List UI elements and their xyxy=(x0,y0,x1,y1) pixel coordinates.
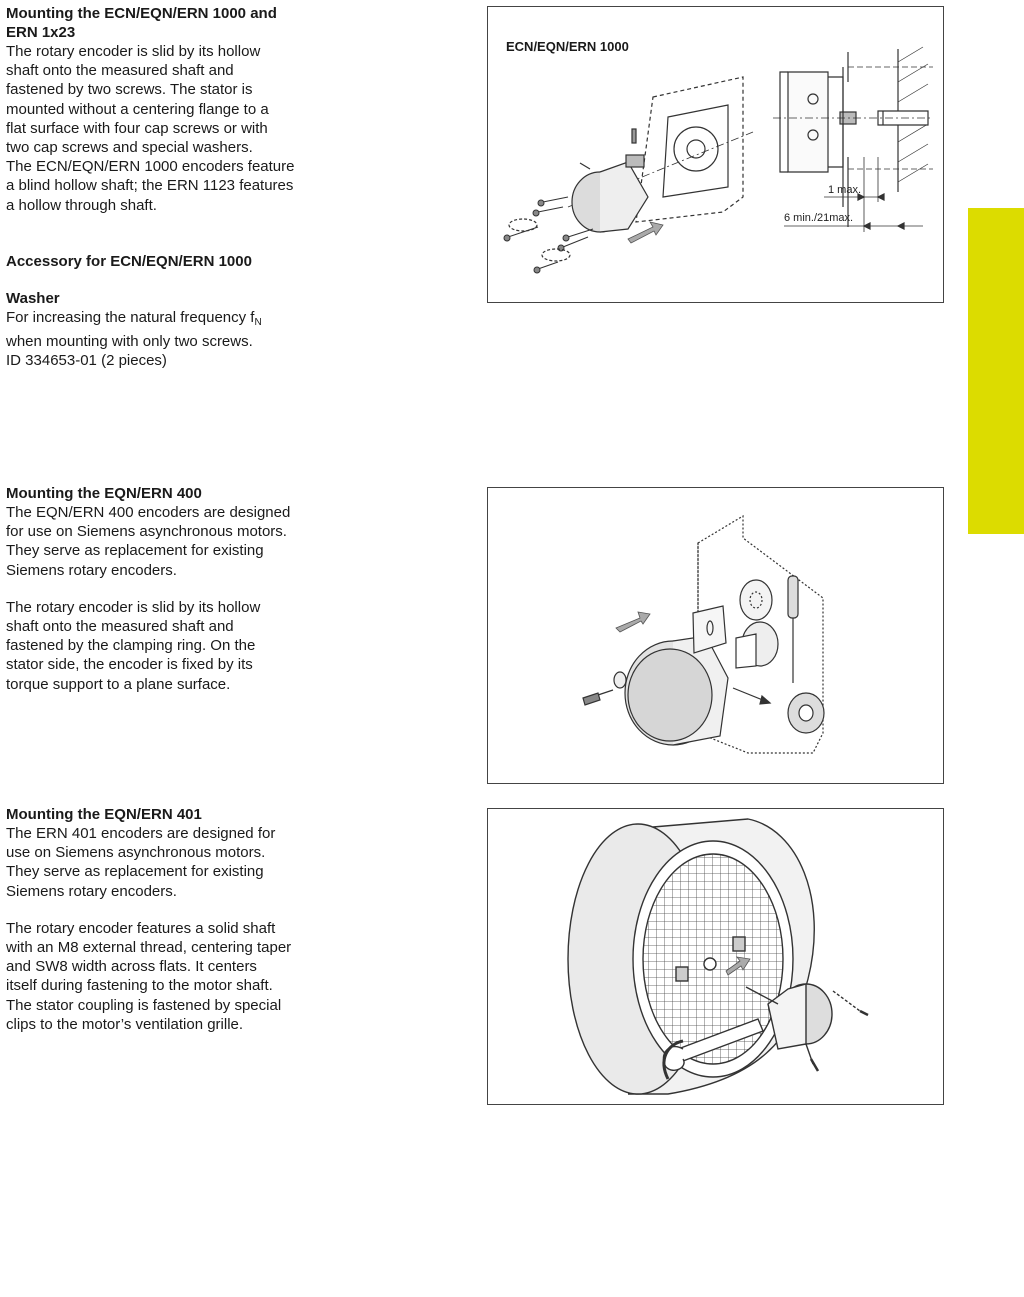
figure-ern400 xyxy=(487,487,944,784)
body-line: shaft onto the measured shaft and xyxy=(6,62,234,80)
dim-6-min-21-max: 6 min./21max. xyxy=(784,212,854,224)
body-line: use on Siemens asynchronous motors. xyxy=(6,844,266,862)
figure-title: ECN/EQN/ERN 1000 xyxy=(506,39,629,54)
body-line: mounted without a centering flange to a xyxy=(6,100,269,118)
body-line: Siemens rotary encoders. xyxy=(6,561,177,579)
washer-line2: when mounting with only two screws. xyxy=(6,333,253,351)
body-line: shaft onto the measured shaft and xyxy=(6,618,234,636)
body-line: They serve as replacement for existing xyxy=(6,863,264,881)
body-line: for use on Siemens asynchronous motors. xyxy=(6,523,287,541)
body-line: fastened by the clamping ring. On the xyxy=(6,637,256,655)
body-line: fastened by two screws. The stator is xyxy=(6,81,253,99)
body-line: torque support to a plane surface. xyxy=(6,675,231,693)
body-line: The rotary encoder is slid by its hollow xyxy=(6,598,261,616)
washer-line1: For increasing the natural frequency $f_N$ xyxy=(6,309,262,328)
heading-accessory: Accessory for ECN/EQN/ERN 1000 xyxy=(6,253,252,270)
figure-ern401 xyxy=(487,808,944,1105)
ern401-drawing xyxy=(488,809,945,1106)
body-line: itself during fastening to the motor shaft. xyxy=(6,977,273,995)
section-accessory-text xyxy=(6,252,311,371)
heading-ern400: Mounting the EQN/ERN 400 xyxy=(6,485,202,502)
ern400-drawing xyxy=(488,488,945,785)
body-line: a blind hollow shaft; the ERN 1123 features xyxy=(6,177,294,195)
body-line: two cap screws and special washers. xyxy=(6,139,253,157)
body-line: stator side, the encoder is fixed by its xyxy=(6,656,253,674)
body-line: The rotary encoder is slid by its hollow xyxy=(6,43,261,60)
section-ern401-text xyxy=(6,805,311,1034)
figure-ern1000 xyxy=(487,6,944,303)
body-line: Siemens rotary encoders. xyxy=(6,882,177,900)
body-line: The stator coupling is fastened by special xyxy=(6,996,282,1014)
body-line: The ECN/EQN/ERN 1000 encoders feature xyxy=(6,158,295,176)
body-line: The rotary encoder features a solid shaft xyxy=(6,919,276,937)
washer-id: ID 334653-01 (2 pieces) xyxy=(6,352,167,370)
body-line: a hollow through shaft. xyxy=(6,196,157,214)
body-line: clips to the motor’s ventilation grille. xyxy=(6,1015,244,1033)
section-tab-marker xyxy=(968,208,1024,534)
heading-ern1000-line2: ERN 1x23 xyxy=(6,24,76,41)
ern1000-drawing xyxy=(488,7,945,304)
body-line: The EQN/ERN 400 encoders are designed xyxy=(6,504,291,521)
heading-ern1000-line1: Mounting the ECN/EQN/ERN 1000 and xyxy=(6,5,277,22)
body-line: with an M8 external thread, centering taper xyxy=(6,939,292,957)
dim-1-max: 1 max. xyxy=(828,184,862,196)
body-line: The ERN 401 encoders are designed for xyxy=(6,825,276,842)
body-line: and SW8 width across flats. It centers xyxy=(6,958,257,976)
section-ern400-text xyxy=(6,484,311,694)
body-line: flat surface with four cap screws or with xyxy=(6,119,268,137)
heading-washer: Washer xyxy=(6,290,60,307)
section-ern1000-text xyxy=(6,4,311,215)
body-line: They serve as replacement for existing xyxy=(6,542,264,560)
heading-ern401: Mounting the EQN/ERN 401 xyxy=(6,806,202,823)
